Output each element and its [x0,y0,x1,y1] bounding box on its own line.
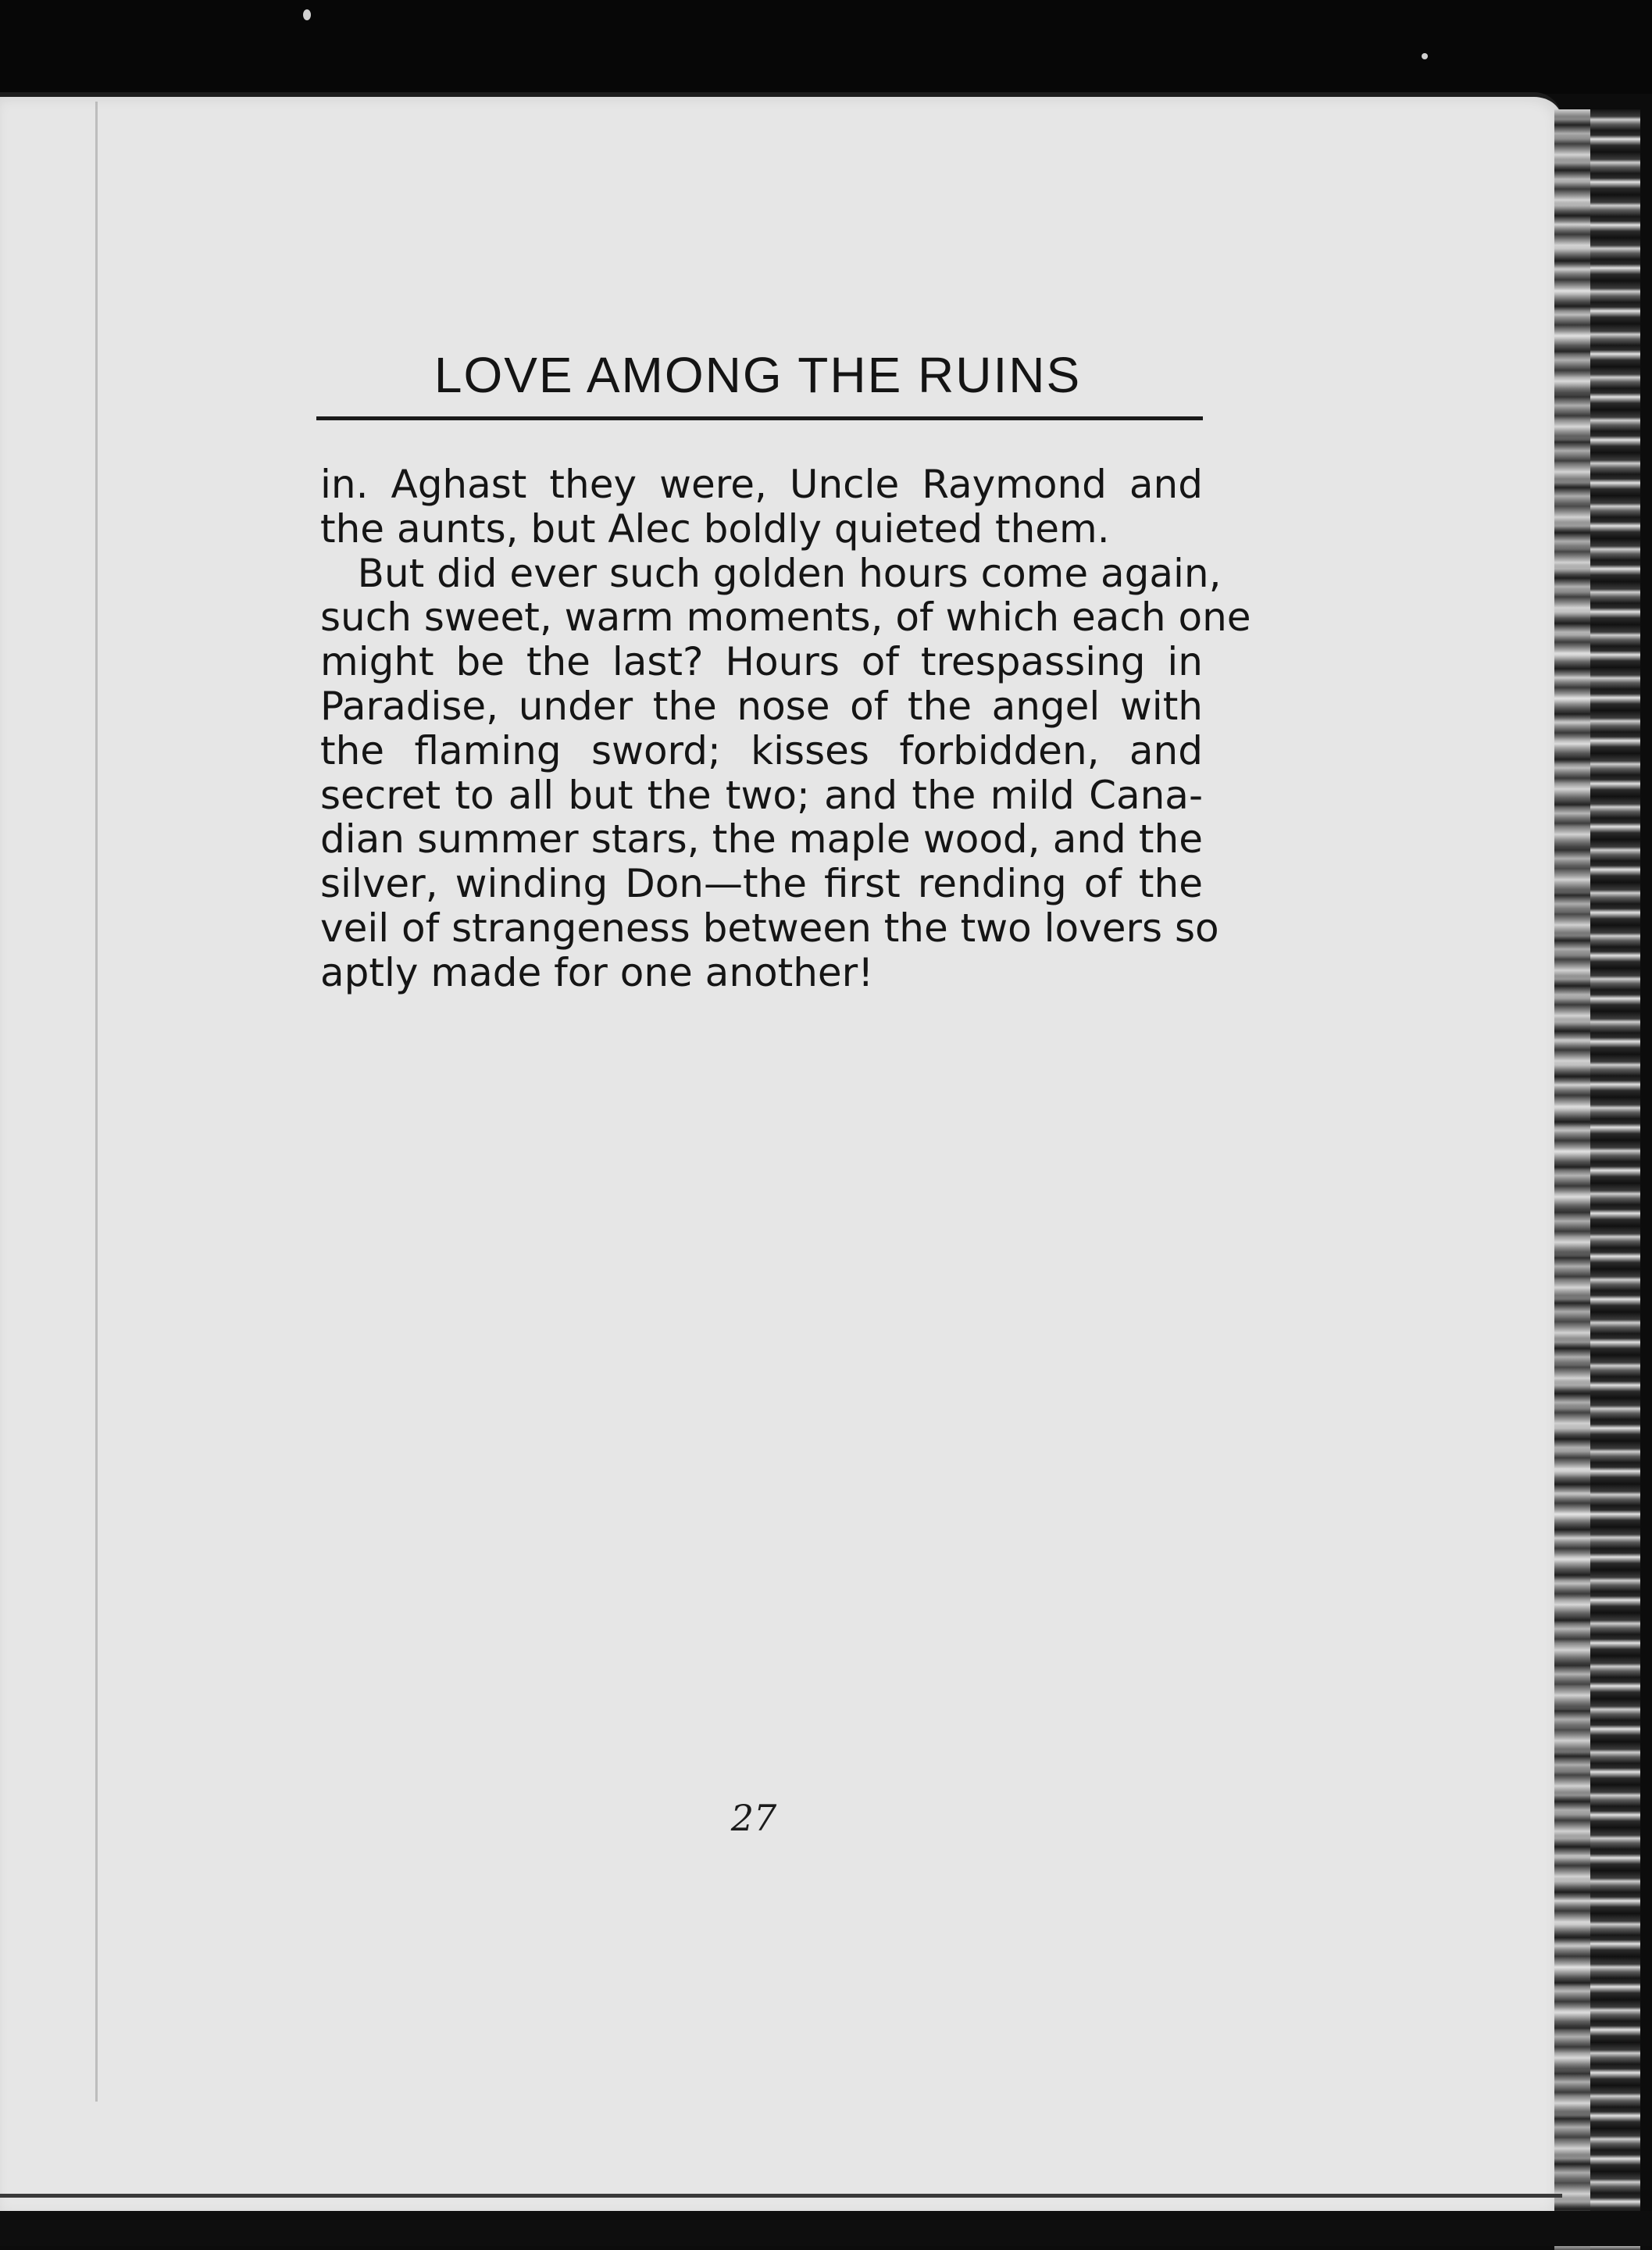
text-line: silver, winding Don—the first rending of the [320,861,1203,907]
page-fore-edge [1554,109,1640,2250]
text-line: the flaming sword; kisses forbidden, and [320,727,1203,773]
page-number: 27 [730,1797,777,1839]
text-line: in. Aghast they were, Uncle Raymond and [320,462,1203,507]
text-line: the aunts, but Alec boldly quieted them. [320,505,1110,552]
text-line: veil of strangeness between the two lovers so [320,905,1219,951]
book-page [0,92,1562,2216]
body-text [320,462,1251,995]
scan-background-bottom [0,2211,1652,2246]
page-bottom-edge-line [0,2194,1562,2198]
text-line: Paradise, under the nose of the angel with [320,683,1203,729]
text-line: might be the last? Hours of trespassing in [320,639,1203,685]
scan-speck [1422,53,1428,59]
scan-speck [303,9,311,20]
text-line: dian summer stars, the maple wood, and the [320,816,1203,862]
text-line: aptly made for one another! [320,949,874,995]
running-head: LOVE AMONG THE RUINS [434,347,1082,403]
gutter-fold-line [95,102,98,2102]
running-head-rule [316,416,1203,420]
text-line: secret to all but the two; and the mild Cana- [320,772,1203,818]
text-line: such sweet, warm moments, of which each one [320,595,1251,641]
scan-background-top [0,0,1652,94]
text-line: But did ever such golden hours come again, [320,550,1222,596]
